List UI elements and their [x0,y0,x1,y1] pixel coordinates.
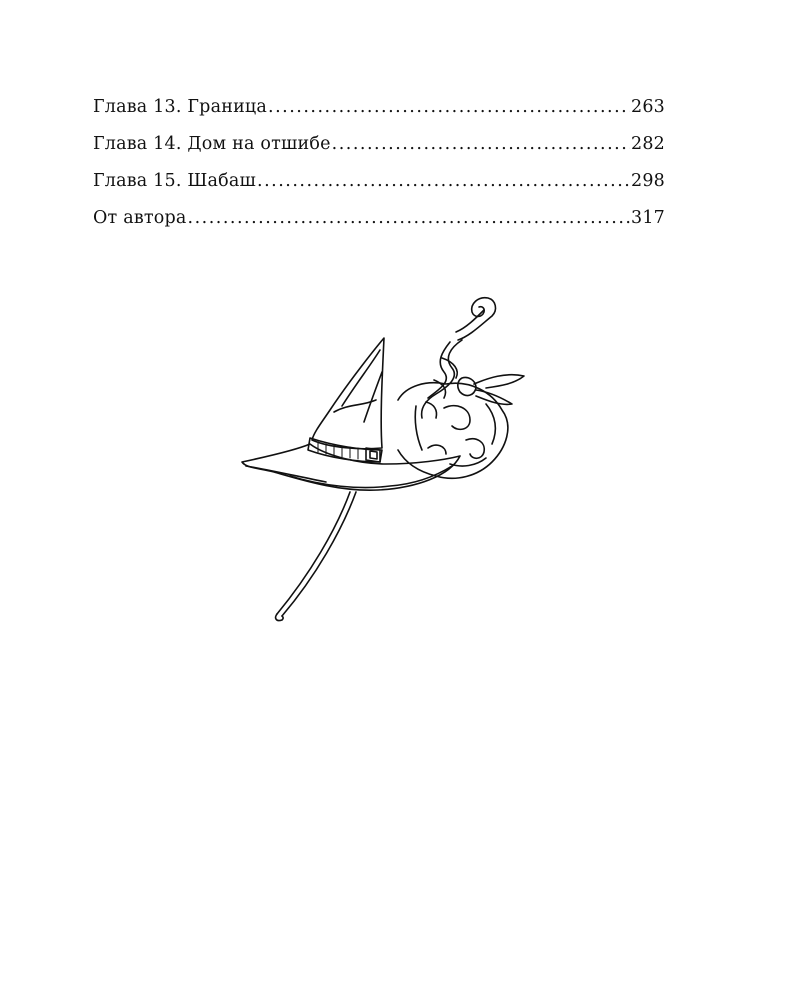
toc-dot-leader [332,134,630,154]
hat-cone-shade [342,350,380,406]
hat-band-buckle-inner [370,451,377,459]
toc-entry-page: 317 [630,208,665,228]
table-of-contents [93,97,665,245]
toc-entry-page: 298 [630,171,665,191]
bristles-swirl-1 [444,406,470,430]
toc-entry-title: От автора [93,208,187,228]
hat-cone [312,338,384,449]
toc-dot-leader [188,208,630,228]
bristles-outline [398,383,508,479]
toc-entry-title: Глава 13. Граница [93,97,268,117]
toc-entry-chapter-14[interactable] [93,134,665,171]
toc-entry-author-note[interactable] [93,208,665,245]
ribbon-lower [476,390,512,404]
broom-swirl-inner [456,310,484,332]
toc-entry-chapter-13[interactable] [93,97,665,134]
toc-entry-chapter-15[interactable] [93,171,665,208]
toc-entry-title: Глава 15. Шабаш [93,171,257,191]
braid-strand-e [426,402,437,418]
ribbon [474,375,524,388]
braid-strand-b [428,342,450,398]
toc-entry-title: Глава 14. Дом на отшибе [93,134,331,154]
bristles-swirl-3 [428,445,446,454]
hat-brim [242,444,460,490]
bristles-line-2 [486,404,495,444]
toc-dot-leader [257,171,630,191]
toc-dot-leader [268,97,630,117]
broom-stick-edge [277,492,350,614]
hat-brim-fold [246,466,326,482]
hat-brim-underside [290,466,452,488]
hat-cone-shade-2 [364,372,382,422]
bristles-swirl-2 [466,439,484,459]
broom-swirl [458,298,495,340]
toc-entry-page: 282 [630,134,665,154]
toc-entry-page: 263 [630,97,665,117]
witch-hat-on-broom-icon [230,280,550,640]
